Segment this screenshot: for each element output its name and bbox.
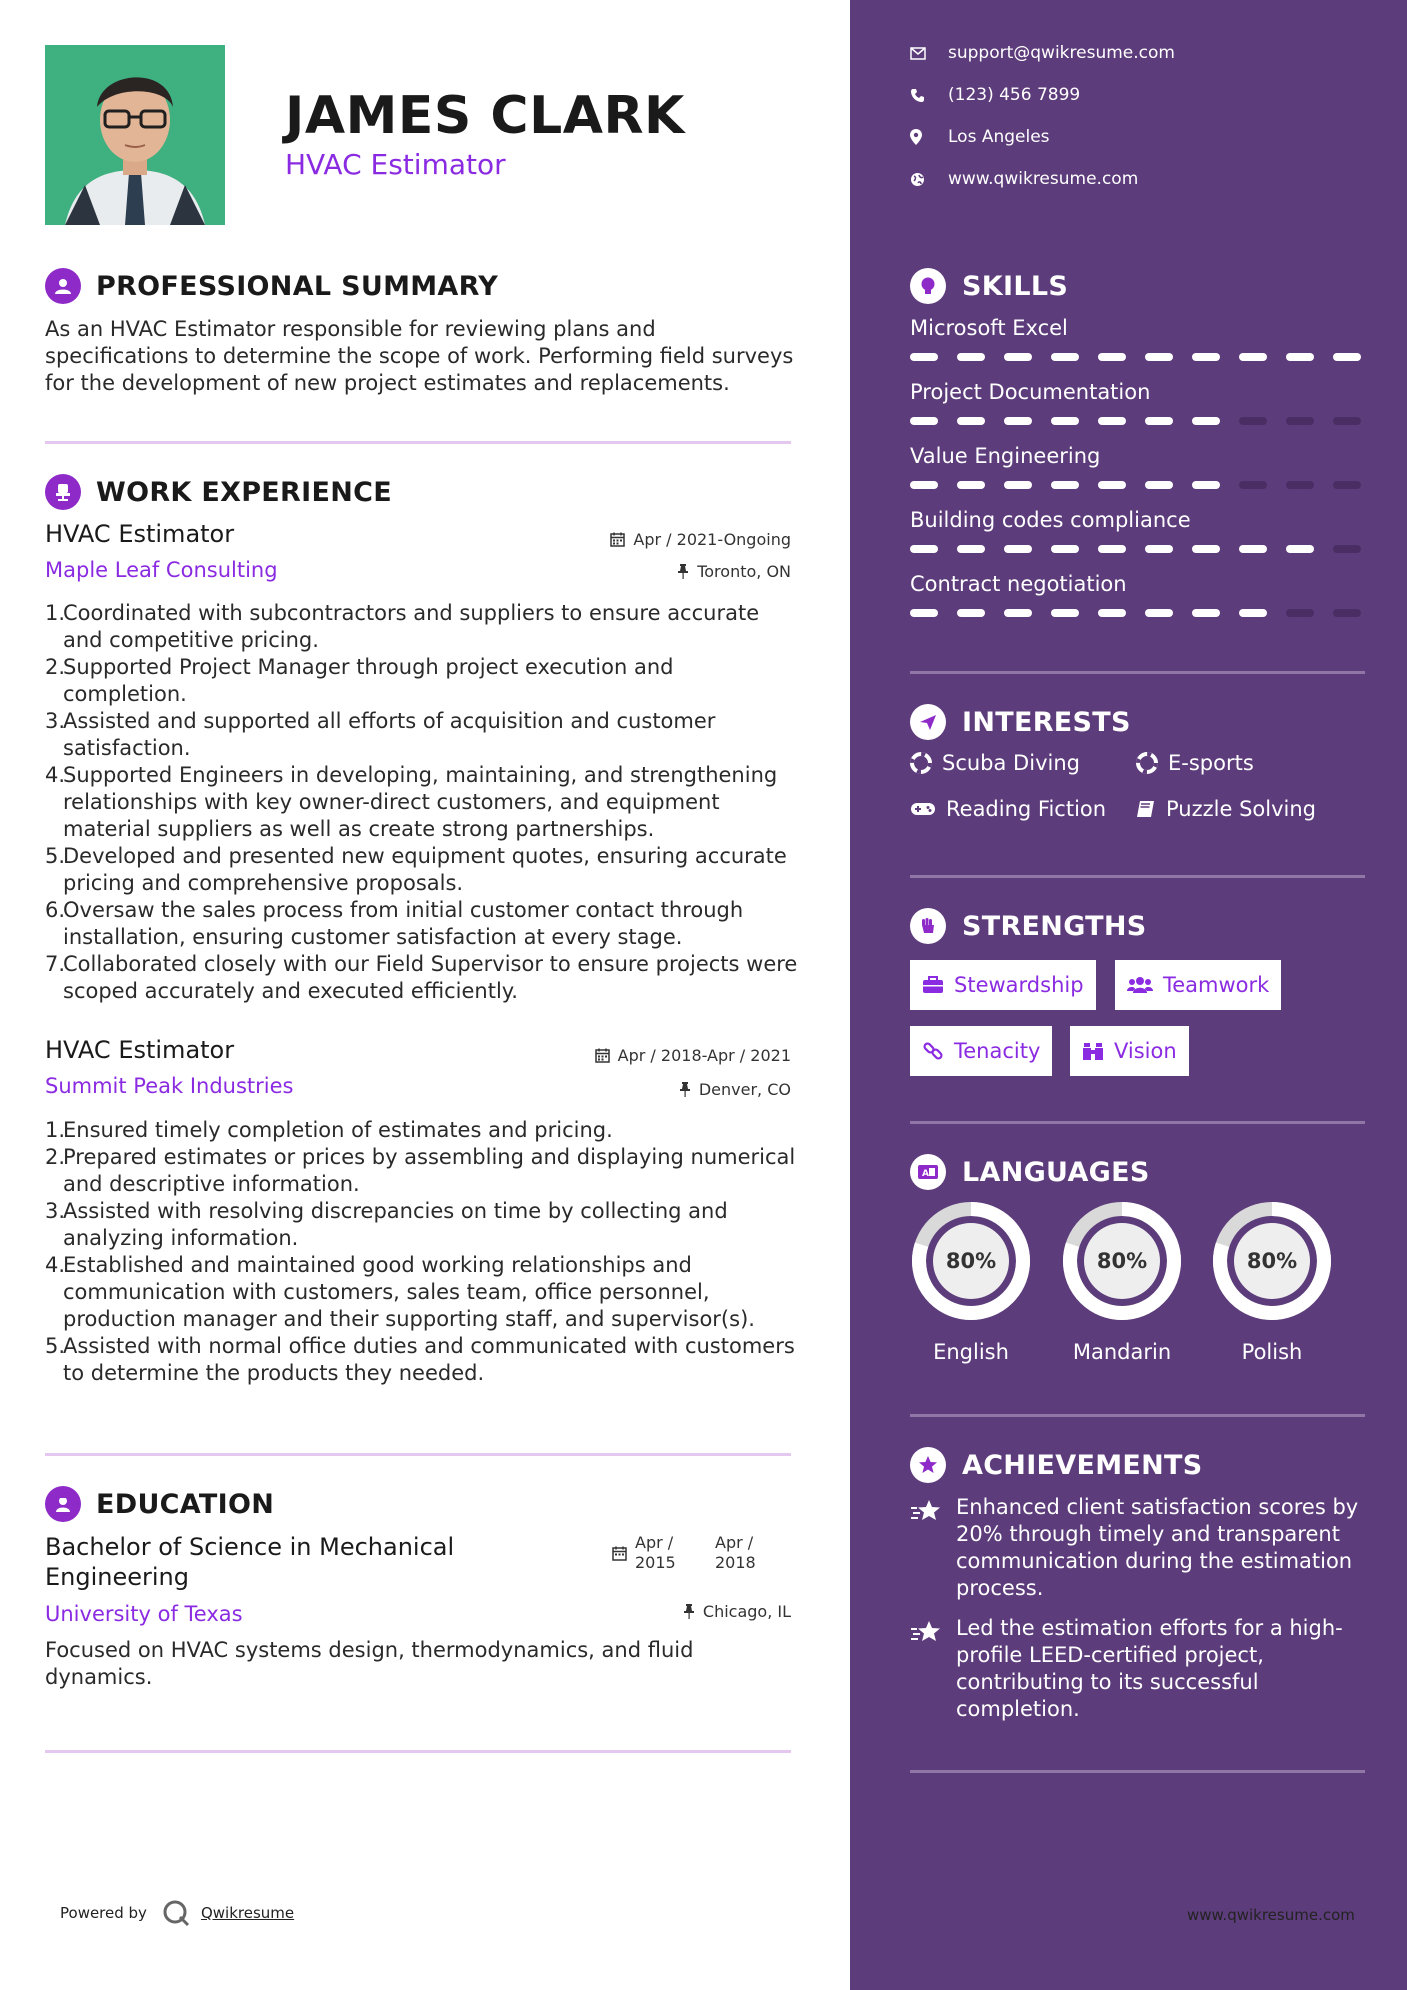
- contact-website[interactable]: [910, 169, 1138, 189]
- duty-item: [45, 1252, 800, 1333]
- duty-item: [45, 843, 800, 897]
- job-company: Maple Leaf Consulting: [45, 558, 278, 582]
- duty-text: Supported Project Manager through project execution and completion.: [63, 655, 674, 706]
- phone-icon: [910, 88, 938, 103]
- duty-text: Assisted with resolving discrepancies on time by collecting and analyzing information.: [63, 1199, 728, 1250]
- skill-level-dash: [1145, 417, 1173, 425]
- skill-level-dash: [957, 609, 985, 617]
- calendar-icon: [610, 532, 625, 547]
- calendar-icon: [595, 1048, 610, 1063]
- job-title: HVAC Estimator: [45, 520, 235, 548]
- skill-level-dash: [1145, 353, 1173, 361]
- divider: [910, 671, 1365, 674]
- duty-item: [45, 951, 800, 1005]
- skill-level-dash: [1286, 353, 1314, 361]
- skill-name: Value Engineering: [910, 444, 1101, 468]
- skill-level-dash: [1051, 481, 1079, 489]
- duty-text: Ensured timely completion of estimates and pricing.: [63, 1118, 613, 1142]
- lightbulb-icon: [910, 268, 946, 304]
- language-name: English: [933, 1340, 1009, 1364]
- skills-heading: [910, 268, 1068, 304]
- language-percent: 80%: [1246, 1249, 1298, 1273]
- strength-badge: Tenacity: [910, 1026, 1052, 1076]
- users-icon: [1127, 976, 1153, 994]
- qwikresume-link[interactable]: Qwikresume: [200, 1904, 295, 1922]
- language-name: Polish: [1241, 1340, 1303, 1364]
- candidate-name: JAMES CLARK: [285, 86, 685, 146]
- education-description: Focused on HVAC systems design, thermodynamics, and fluid dynamics.: [45, 1638, 694, 1689]
- skill-level-dash: [1145, 481, 1173, 489]
- skill-level-dash: [1286, 417, 1314, 425]
- education-location-text: Chicago, IL: [702, 1602, 791, 1621]
- book-icon: [1136, 799, 1156, 819]
- skill-level-dash: [910, 353, 938, 361]
- skill-level-dash: [1333, 417, 1361, 425]
- star-badge-icon: [910, 1447, 946, 1483]
- job-dates: [595, 1046, 791, 1065]
- profile-photo: [45, 45, 225, 225]
- languages-title: LANGUAGES: [962, 1156, 1150, 1188]
- job-location: [679, 1080, 791, 1099]
- divider: [910, 875, 1365, 878]
- duty-number: 1.: [45, 601, 66, 625]
- skill-level-dash: [1051, 417, 1079, 425]
- interests-heading: [910, 704, 1131, 740]
- duty-item: [45, 654, 800, 708]
- skill-level-dash: [1192, 417, 1220, 425]
- skill-name: Contract negotiation: [910, 572, 1127, 596]
- skill-level-dash: [1192, 353, 1220, 361]
- duty-number: 4.: [45, 1253, 66, 1277]
- contact-location: [910, 127, 1050, 147]
- skill-level-dash: [957, 353, 985, 361]
- job-company: Summit Peak Industries: [45, 1074, 294, 1098]
- language-name: Mandarin: [1072, 1340, 1172, 1364]
- contact-phone[interactable]: [910, 85, 1080, 105]
- divider: [45, 1750, 791, 1753]
- skill-level-dash: [1098, 417, 1126, 425]
- skill-level-dash: [1145, 609, 1173, 617]
- divider: [910, 1414, 1365, 1417]
- gamepad-icon: [910, 801, 936, 817]
- skill-level-dash: [1051, 353, 1079, 361]
- calendar-icon: [612, 1546, 627, 1561]
- skill-level-bar: [910, 545, 1380, 553]
- achievement-item: [910, 1615, 1370, 1723]
- skill-level-dash: [1239, 417, 1267, 425]
- duty-text: Assisted with normal office duties and communicated with customers to determine the products they needed.: [63, 1334, 795, 1385]
- powered-by-label: Powered by: [60, 1904, 147, 1922]
- skill-level-dash: [957, 481, 985, 489]
- job-location-text: Denver, CO: [698, 1080, 791, 1099]
- language-percent: 80%: [945, 1249, 997, 1273]
- achievement-text: Enhanced client satisfaction scores by 20% through timely and transparent communication during the estimation process.: [956, 1495, 1359, 1600]
- experience-heading: [45, 474, 392, 510]
- contact-email-text: support@qwikresume.com: [948, 43, 1175, 63]
- duty-number: 5.: [45, 844, 66, 868]
- skill-level-dash: [1004, 545, 1032, 553]
- skill-level-dash: [1098, 609, 1126, 617]
- duty-number: 3.: [45, 1199, 66, 1223]
- pin-icon: [677, 564, 689, 579]
- duty-text: Established and maintained good working relationships and communication with customers, sales team, office personnel, production manager and their supporting staff, and supervisor(s).: [63, 1253, 755, 1331]
- duty-text: Supported Engineers in developing, maintaining, and strengthening relationships with key owner-direct customers, and equipment material suppliers as well as create strong partnerships.: [63, 763, 778, 841]
- duty-text: Oversaw the sales process from initial customer contact through installation, ensuring customer satisfaction at every stage.: [63, 898, 744, 949]
- summary-title: PROFESSIONAL SUMMARY: [96, 270, 499, 302]
- education-location: [683, 1602, 791, 1621]
- divider: [45, 1453, 791, 1456]
- duty-item: [45, 708, 800, 762]
- duty-text: Developed and presented new equipment quotes, ensuring accurate pricing and comprehensive proposals.: [63, 844, 787, 895]
- skill-level-dash: [1098, 481, 1126, 489]
- skill-level-bar: [910, 609, 1380, 617]
- skill-level-bar: [910, 481, 1380, 489]
- language-percent: 80%: [1096, 1249, 1148, 1273]
- job-duties-list: [45, 600, 800, 1005]
- skill-level-bar: [910, 417, 1380, 425]
- skill-name: Microsoft Excel: [910, 316, 1068, 340]
- link-icon: [922, 1040, 944, 1062]
- duty-number: 4.: [45, 763, 66, 787]
- degree: Bachelor of Science in Mechanical Engineering: [45, 1533, 455, 1591]
- duty-item: [45, 1144, 800, 1198]
- duty-item: [45, 1198, 800, 1252]
- duty-number: 1.: [45, 1118, 66, 1142]
- skill-level-dash: [910, 545, 938, 553]
- skill-level-dash: [1333, 609, 1361, 617]
- job-duties-list: [45, 1117, 800, 1387]
- duty-item: [45, 897, 800, 951]
- duty-text: Coordinated with subcontractors and suppliers to ensure accurate and competitive pricing.: [63, 601, 760, 652]
- map-marker-icon: [910, 129, 938, 145]
- language-item: [1061, 1200, 1183, 1364]
- education-start: Apr / 2015: [635, 1533, 676, 1572]
- education-title: EDUCATION: [96, 1488, 275, 1520]
- translate-icon: [910, 1154, 946, 1190]
- skill-level-dash: [1333, 353, 1361, 361]
- contact-location-text: Los Angeles: [948, 127, 1050, 147]
- divider: [910, 1121, 1365, 1124]
- skill-level-dash: [1239, 481, 1267, 489]
- interest-item: Scuba Diving: [910, 751, 1080, 775]
- skill-level-bar: [910, 353, 1380, 361]
- skill-level-dash: [1004, 481, 1032, 489]
- divider: [45, 441, 791, 444]
- job-location: [677, 562, 791, 581]
- skills-title: SKILLS: [962, 270, 1069, 302]
- skill-level-dash: [1192, 481, 1220, 489]
- duty-item: [45, 1117, 800, 1144]
- skill-level-dash: [1192, 545, 1220, 553]
- interest-item: Reading Fiction: [910, 797, 1106, 821]
- languages-heading: [910, 1154, 1150, 1190]
- contact-website-text: www.qwikresume.com: [948, 169, 1139, 189]
- strengths-title: STRENGTHS: [962, 910, 1147, 942]
- candidate-title: HVAC Estimator: [285, 148, 506, 181]
- job-location-text: Toronto, ON: [697, 562, 791, 581]
- skill-level-dash: [1192, 609, 1220, 617]
- duty-number: 2.: [45, 655, 66, 679]
- language-progress-ring: [1211, 1200, 1333, 1322]
- sidebar: [850, 0, 1407, 1990]
- shooting-star-icon: [910, 1494, 956, 1602]
- skill-level-dash: [910, 481, 938, 489]
- duty-number: 6.: [45, 898, 66, 922]
- skill-level-dash: [910, 609, 938, 617]
- powered-by: [60, 1898, 294, 1928]
- skill-level-dash: [1333, 545, 1361, 553]
- duty-number: 2.: [45, 1145, 66, 1169]
- skill-level-dash: [957, 545, 985, 553]
- contact-phone-text: (123) 456 7899: [948, 85, 1081, 105]
- contact-email[interactable]: [910, 43, 1175, 63]
- skill-level-dash: [1239, 353, 1267, 361]
- skill-level-dash: [1051, 609, 1079, 617]
- duty-number: 3.: [45, 709, 66, 733]
- skill-level-dash: [1286, 545, 1314, 553]
- duty-number: 7.: [45, 952, 66, 976]
- skill-level-dash: [1098, 545, 1126, 553]
- duty-item: [45, 762, 800, 843]
- achievements-heading: [910, 1447, 1203, 1483]
- language-progress-ring: [1061, 1200, 1183, 1322]
- svg-text:A: A: [922, 1169, 929, 1179]
- fist-icon: [910, 908, 946, 944]
- skill-level-dash: [910, 417, 938, 425]
- paper-plane-icon: [910, 704, 946, 740]
- skill-level-dash: [957, 417, 985, 425]
- job-title: HVAC Estimator: [45, 1036, 235, 1064]
- interest-item: E-sports: [1136, 751, 1254, 775]
- binoculars-icon: [1082, 1041, 1104, 1061]
- language-progress-ring: [910, 1200, 1032, 1322]
- skill-level-dash: [1004, 353, 1032, 361]
- experience-title: WORK EXPERIENCE: [96, 476, 392, 508]
- strength-badge: Vision: [1070, 1026, 1189, 1076]
- achievement-text: Led the estimation efforts for a high-profile LEED-certified project, contributing to its successful completion.: [956, 1616, 1343, 1721]
- qwikresume-logo-icon: [161, 1898, 191, 1928]
- achievement-item: [910, 1494, 1370, 1602]
- duty-number: 5.: [45, 1334, 66, 1358]
- chair-icon: [45, 474, 81, 510]
- graduate-icon: [45, 1486, 81, 1522]
- summary-heading: [45, 268, 498, 304]
- pin-icon: [679, 1082, 691, 1097]
- skill-level-dash: [1004, 609, 1032, 617]
- job-dates-text: Apr / 2018-Apr / 2021: [617, 1046, 791, 1065]
- school: University of Texas: [45, 1602, 243, 1626]
- skill-level-dash: [1004, 417, 1032, 425]
- strength-badge: Stewardship: [910, 960, 1096, 1010]
- skill-level-dash: [1286, 481, 1314, 489]
- language-item: [910, 1200, 1032, 1364]
- duty-item: [45, 600, 800, 654]
- language-item: [1211, 1200, 1333, 1364]
- skill-level-dash: [1286, 609, 1314, 617]
- skill-name: Project Documentation: [910, 380, 1151, 404]
- skill-level-dash: [1333, 481, 1361, 489]
- lifebuoy-icon: [910, 752, 932, 774]
- duty-item: [45, 1333, 800, 1387]
- skill-level-dash: [1098, 353, 1126, 361]
- skill-level-dash: [1145, 545, 1173, 553]
- skill-level-dash: [1051, 545, 1079, 553]
- user-icon: [45, 268, 81, 304]
- achievements-title: ACHIEVEMENTS: [962, 1449, 1203, 1481]
- interests-title: INTERESTS: [962, 706, 1131, 738]
- envelope-icon: [910, 47, 938, 60]
- globe-icon: [910, 172, 938, 187]
- duty-text: Assisted and supported all efforts of acquisition and customer satisfaction.: [63, 709, 716, 760]
- summary-text: As an HVAC Estimator responsible for reviewing plans and specifications to determine the scope of work. Performing field surveys for the development of new project estimates and replacements.: [45, 317, 794, 395]
- skill-level-dash: [1239, 609, 1267, 617]
- strengths-heading: [910, 908, 1147, 944]
- duty-text: Prepared estimates or prices by assembling and displaying numerical and descriptive information.: [63, 1145, 796, 1196]
- footer-url[interactable]: www.qwikresume.com: [1187, 1906, 1355, 1924]
- education-heading: [45, 1486, 274, 1522]
- briefcase-icon: [922, 976, 944, 994]
- skill-level-dash: [1239, 545, 1267, 553]
- skill-name: Building codes compliance: [910, 508, 1191, 532]
- lifebuoy-icon: [1136, 752, 1158, 774]
- job-dates: [610, 530, 791, 549]
- education-end: Apr / 2018: [715, 1533, 756, 1572]
- interest-item: Puzzle Solving: [1136, 797, 1316, 821]
- divider: [910, 1770, 1365, 1773]
- education-dates: [612, 1533, 756, 1573]
- duty-text: Collaborated closely with our Field Supervisor to ensure projects were scoped accurately and executed efficiently.: [63, 952, 798, 1003]
- job-dates-text: Apr / 2021-Ongoing: [633, 530, 791, 549]
- pin-icon: [683, 1604, 695, 1619]
- shooting-star-icon: [910, 1615, 956, 1723]
- strength-badge: Teamwork: [1115, 960, 1281, 1010]
